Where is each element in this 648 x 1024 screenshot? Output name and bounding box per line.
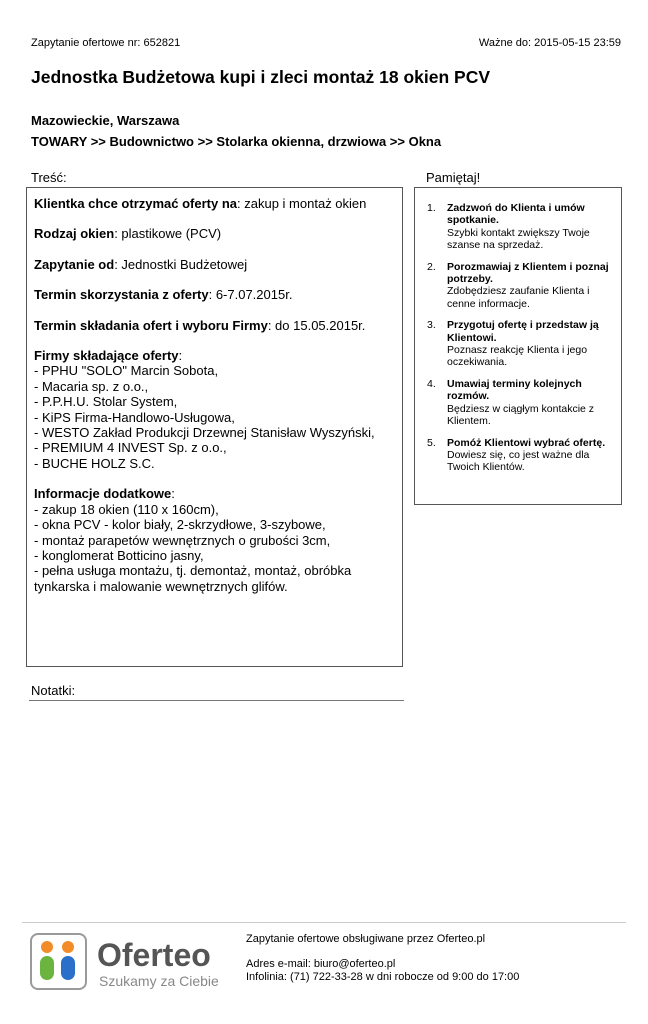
logo-graphic bbox=[30, 932, 235, 992]
list-item: - okna PCV - kolor biały, 2-skrzydłowe, 3-szybowe, bbox=[34, 517, 326, 533]
info-section bbox=[34, 486, 395, 594]
field-value: : Jednostki Budżetowej bbox=[114, 256, 248, 272]
content-label: Treść: bbox=[31, 170, 67, 185]
tip-title: Umawiaj terminy kolejnych rozmów. bbox=[447, 377, 582, 403]
logo-tagline: Szukamy za Ciebie bbox=[99, 973, 219, 989]
logo-dot-orange bbox=[62, 941, 74, 953]
field-usage-date bbox=[34, 287, 395, 302]
tips-box bbox=[414, 187, 622, 505]
tip-text: Dowiesz się, co jest ważne dla Twoich Klientów. bbox=[447, 448, 590, 474]
field-value: : plastikowe (PCV) bbox=[114, 226, 222, 242]
tip-item bbox=[427, 261, 609, 311]
logo-dot-orange bbox=[41, 941, 53, 953]
field-label: Klientka chce otrzymać oferty na bbox=[34, 196, 238, 211]
notes-line bbox=[29, 700, 404, 701]
list-item: - KiPS Firma-Handlowo-Usługowa, bbox=[34, 409, 235, 425]
footer-email: Adres e-mail: biuro@oferteo.pl bbox=[246, 958, 396, 970]
list-item: - pełna usługa montażu, tj. demontaż, montaż, obróbka tynkarska i malowanie wewnętrznych glifów. bbox=[34, 563, 352, 594]
list-item: - WESTO Zakład Produkcji Drzewnej Stanisław Wyszyński, bbox=[34, 425, 375, 441]
field-value: : do 15.05.2015r. bbox=[267, 317, 366, 333]
info-label: Informacje dodatkowe bbox=[34, 486, 172, 502]
list-item: - zakup 18 okien (110 x 160cm), bbox=[34, 501, 219, 517]
footer-divider bbox=[22, 922, 626, 923]
tip-number: 5. bbox=[427, 436, 436, 449]
notes-label: Notatki: bbox=[31, 683, 76, 698]
field-label: Termin składania ofert i wyboru Firmy bbox=[34, 317, 268, 333]
info-list bbox=[34, 502, 395, 594]
firms-colon: : bbox=[178, 348, 183, 364]
tip-item bbox=[427, 437, 609, 474]
field-value: : zakup i montaż okien bbox=[237, 196, 367, 211]
tip-text: Zdobędziesz zaufanie Klienta i cenne informacje. bbox=[447, 285, 590, 310]
list-item: - Macaria sp. z o.o., bbox=[34, 378, 149, 394]
tip-title: Pomóż Klientowi wybrać ofertę. bbox=[447, 436, 606, 449]
field-label: Zapytanie od bbox=[34, 256, 115, 272]
region: Mazowieckie, Warszawa bbox=[31, 113, 180, 128]
field-offer-for bbox=[34, 196, 395, 211]
inquiry-number: Zapytanie ofertowe nr: 652821 bbox=[31, 37, 181, 49]
tip-number: 1. bbox=[427, 202, 436, 214]
remember-label: Pamiętaj! bbox=[426, 170, 481, 185]
field-window-type bbox=[34, 226, 395, 241]
field-label: Termin skorzystania z oferty bbox=[34, 287, 209, 303]
tip-item bbox=[427, 202, 609, 252]
info-colon: : bbox=[171, 486, 175, 502]
footer-phone: Infolinia: (71) 722-33-28 w dni robocze od 9:00 do 17:00 bbox=[246, 971, 520, 983]
field-value: : 6-7.07.2015r. bbox=[208, 287, 293, 303]
tip-number: 3. bbox=[427, 319, 436, 332]
logo-figure-green bbox=[40, 956, 54, 980]
list-item: - PPHU "SOLO" Marcin Sobota, bbox=[34, 363, 219, 379]
field-inquiry-from bbox=[34, 257, 395, 272]
tip-title: Porozmawiaj z Klientem i poznaj potrzeby. bbox=[447, 260, 609, 286]
oferteo-logo bbox=[30, 932, 235, 992]
valid-until: Ważne do: 2015-05-15 23:59 bbox=[478, 37, 621, 49]
firms-label: Firmy składające oferty bbox=[34, 348, 179, 364]
logo-figure-blue bbox=[61, 956, 75, 980]
field-label: Rodzaj okien bbox=[34, 226, 115, 242]
list-item: - BUCHE HOLZ S.C. bbox=[34, 455, 155, 471]
list-item: - PREMIUM 4 INVEST Sp. z o.o., bbox=[34, 440, 227, 456]
footer-service: Zapytanie ofertowe obsługiwane przez Oferteo.pl bbox=[246, 933, 486, 945]
tip-text: Poznasz reakcję Klienta i jego oczekiwania. bbox=[447, 344, 588, 369]
tips-list bbox=[427, 202, 609, 474]
field-offer-deadline bbox=[34, 318, 395, 333]
firms-section bbox=[34, 348, 395, 471]
logo-wordmark: Oferteo bbox=[97, 937, 211, 973]
breadcrumb: TOWARY >> Budownictwo >> Stolarka okienna, drzwiowa >> Okna bbox=[31, 134, 442, 149]
tip-title: Zadzwoń do Klienta i umów spotkanie. bbox=[447, 202, 585, 227]
tip-text: Będziesz w ciągłym kontakcie z Klientem. bbox=[447, 402, 595, 428]
list-item: - montaż parapetów wewnętrznych o grubości 3cm, bbox=[34, 532, 331, 548]
tip-title: Przygotuj ofertę i przedstaw ją Klientowi. bbox=[447, 319, 599, 344]
tip-text: Szybki kontakt zwiększy Twoje szanse na sprzedaż. bbox=[447, 226, 590, 252]
tip-number: 4. bbox=[427, 377, 436, 390]
tip-item bbox=[427, 378, 609, 428]
list-item: - P.P.H.U. Stolar System, bbox=[34, 394, 178, 410]
firms-list bbox=[34, 363, 395, 471]
tip-item bbox=[427, 319, 609, 369]
page-title: Jednostka Budżetowa kupi i zleci montaż 18 okien PCV bbox=[31, 67, 490, 87]
list-item: - konglomerat Botticino jasny, bbox=[34, 547, 204, 563]
content-box bbox=[26, 187, 403, 667]
tip-number: 2. bbox=[427, 260, 436, 273]
